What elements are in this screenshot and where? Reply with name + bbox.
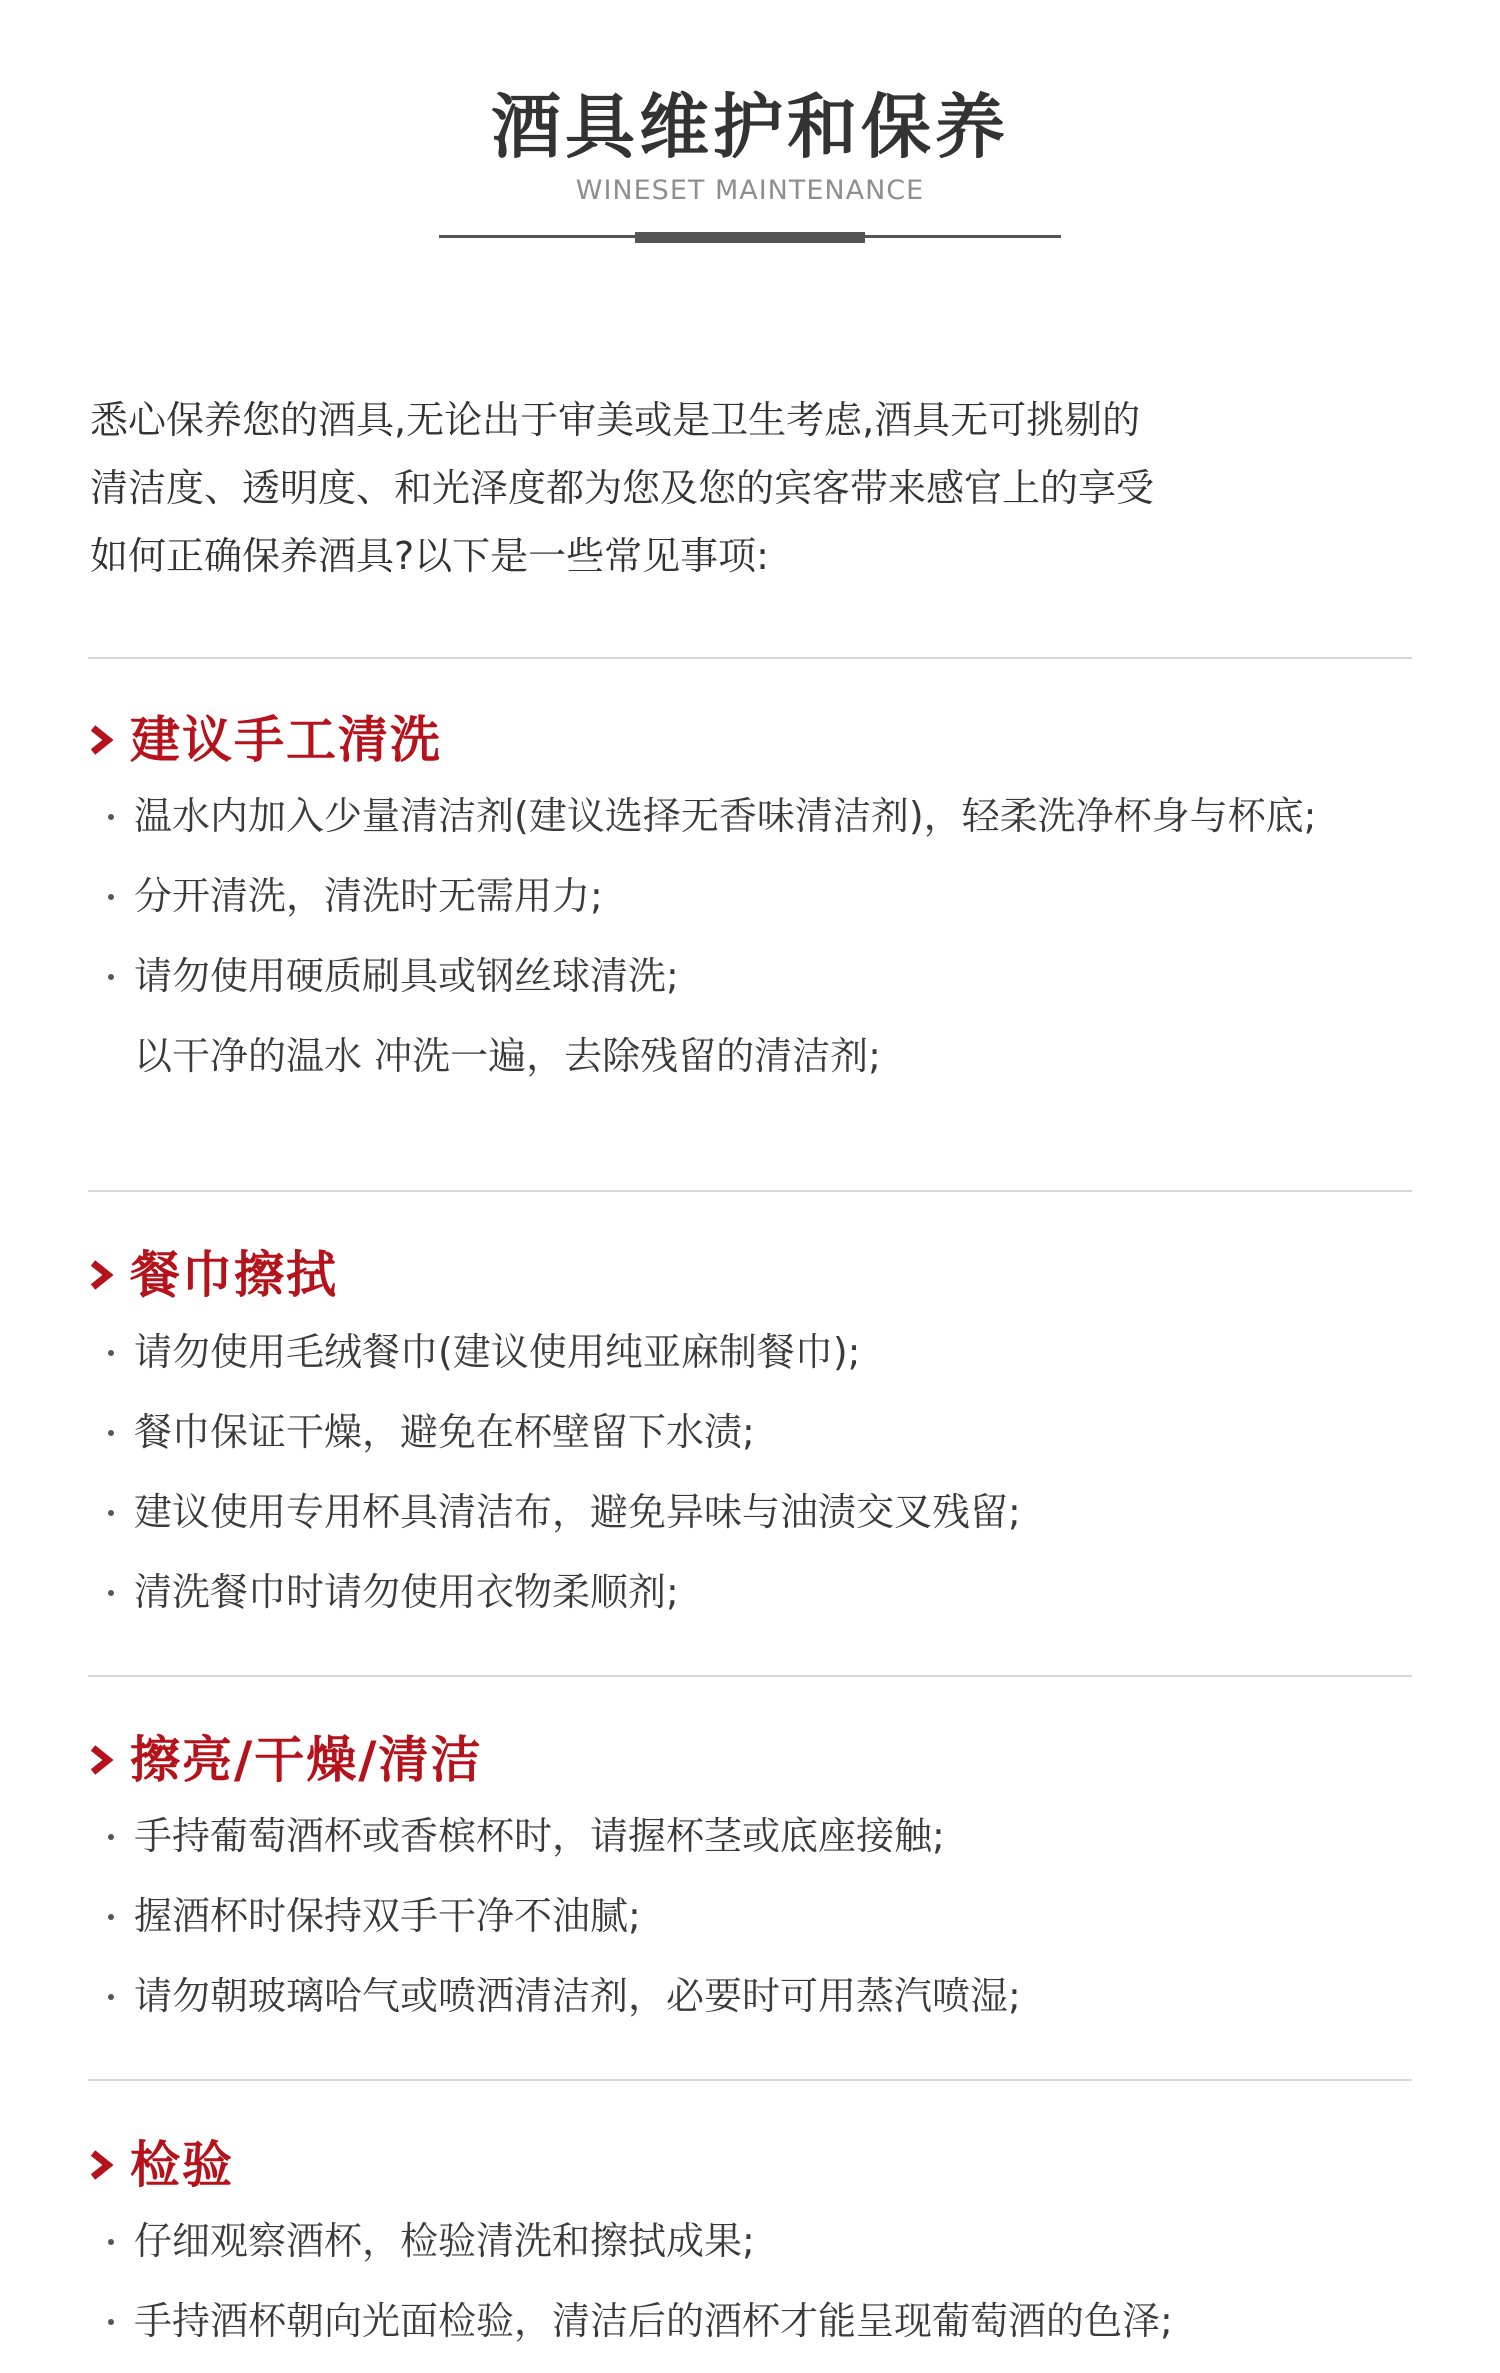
list-item: 温水内加入少量清洁剂(建议选择无香味清洁剂)，轻柔洗净杯身与杯底; xyxy=(108,788,1404,844)
section-list-inspect xyxy=(108,2213,1408,2373)
chevron-right-icon xyxy=(88,1258,114,1292)
list-item: 手持酒杯朝向光面检验，清洁后的酒杯才能呈现葡萄酒的色泽; xyxy=(108,2293,1408,2349)
section-list-polish-dry xyxy=(108,1808,1408,2048)
section-divider xyxy=(88,2079,1412,2081)
bullet-icon xyxy=(108,1350,114,1356)
bullet-icon xyxy=(108,974,114,980)
bullet-icon xyxy=(108,1994,114,2000)
bullet-icon xyxy=(108,1590,114,1596)
bullet-icon xyxy=(108,1510,114,1516)
bullet-icon xyxy=(108,894,114,900)
chevron-right-icon xyxy=(88,723,114,757)
page-header xyxy=(0,0,1500,250)
section-header-napkin-wipe xyxy=(88,1245,338,1305)
list-item: 请勿使用硬质刷具或钢丝球清洗; xyxy=(108,948,1408,1004)
list-item: 建议使用专用杯具清洁布，避免异味与油渍交叉残留; xyxy=(108,1484,1408,1540)
title-divider-accent xyxy=(635,232,865,243)
bullet-icon xyxy=(108,1914,114,1920)
section-title: 建议手工清洗 xyxy=(130,711,442,769)
list-item: 请勿使用毛绒餐巾(建议使用纯亚麻制餐巾); xyxy=(108,1324,1408,1380)
section-title: 擦亮/干燥/清洁 xyxy=(130,1731,483,1789)
section-header-hand-wash xyxy=(88,710,442,770)
list-item: 分开清洗，清洗时无需用力; xyxy=(108,868,1408,924)
intro-line: 如何正确保养酒具?以下是一些常见事项: xyxy=(90,534,769,578)
intro-line: 清洁度、透明度、和光泽度都为您及您的宾客带来感官上的享受 xyxy=(90,466,1155,510)
intro-paragraph xyxy=(90,386,1420,590)
section-list-napkin-wipe xyxy=(108,1324,1408,1644)
bullet-icon xyxy=(108,1430,114,1436)
bullet-icon xyxy=(108,2319,114,2325)
list-item: 握酒杯时保持双手干净不油腻; xyxy=(108,1888,1408,1944)
section-header-polish-dry xyxy=(88,1730,483,1790)
chevron-right-icon xyxy=(88,1743,114,1777)
section-list-hand-wash xyxy=(108,788,1408,1108)
page-title: 酒具维护和保养 xyxy=(491,86,1009,168)
list-item: 以干净的温水 冲洗一遍，去除残留的清洁剂; xyxy=(134,1034,881,1078)
list-item: 仔细观察酒杯，检验清洗和擦拭成果; xyxy=(108,2213,1408,2269)
section-header-inspect xyxy=(88,2135,234,2195)
chevron-right-icon xyxy=(88,2148,114,2182)
list-item: 手持葡萄酒杯或香槟杯时，请握杯茎或底座接触; xyxy=(108,1808,1408,1864)
section-divider xyxy=(88,1675,1412,1677)
section-title: 餐巾擦拭 xyxy=(130,1246,338,1304)
list-item: 清洗餐巾时请勿使用衣物柔顺剂; xyxy=(108,1564,1408,1620)
section-title: 检验 xyxy=(130,2136,234,2194)
section-divider xyxy=(88,1190,1412,1192)
page-subtitle: WINESET MAINTENANCE xyxy=(575,175,925,206)
list-item: 请勿朝玻璃哈气或喷洒清洁剂，必要时可用蒸汽喷湿; xyxy=(108,1968,1408,2024)
bullet-icon xyxy=(108,814,114,820)
bullet-icon xyxy=(108,1834,114,1840)
intro-line: 悉心保养您的酒具,无论出于审美或是卫生考虑,酒具无可挑剔的 xyxy=(90,398,1141,442)
section-divider xyxy=(88,657,1412,659)
bullet-icon xyxy=(108,2239,114,2245)
list-item: 餐巾保证干燥，避免在杯壁留下水渍; xyxy=(108,1404,1408,1460)
